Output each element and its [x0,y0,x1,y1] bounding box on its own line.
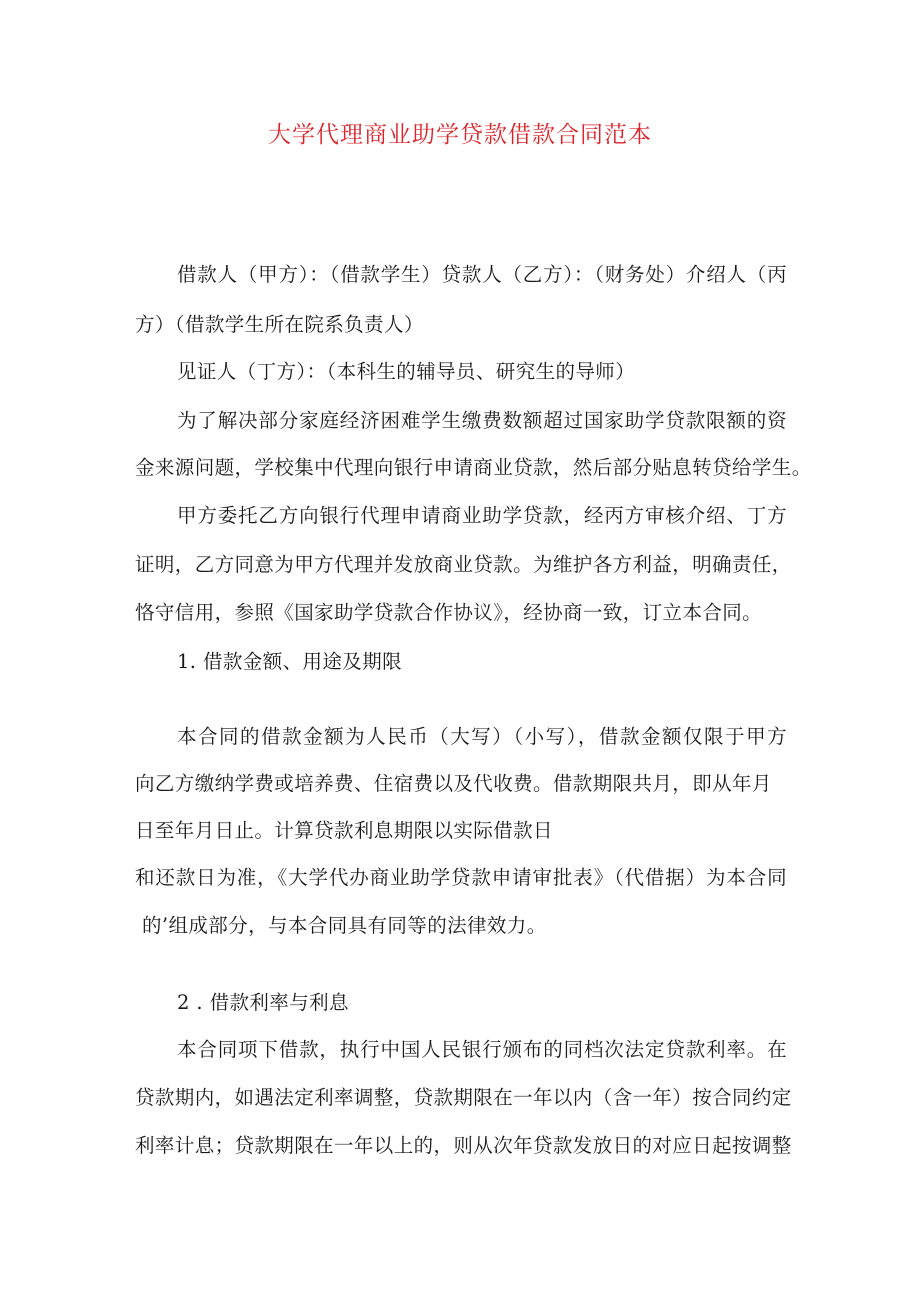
paragraph-witness: 见证人（丁方）：（本科生的辅导员、研究生的导师） [177,360,636,383]
paragraph-parties-line-2: 方）（借款学生所在院系负责人） [135,313,424,336]
paragraph-amount-line-1: 本合同的借款金额为人民币（大写）（小写），借款金额仅限于甲方 [177,725,787,748]
paragraph-rate-line-1: 本合同项下借款，执行中国人民银行颁布的同档次法定贷款利率。在 [177,1038,787,1061]
paragraph-purpose-line-1: 为了解决部分家庭经济困难学生缴费数额超过国家助学贷款限额的资 [177,409,787,432]
paragraph-entrust-line-1: 甲方委托乙方向银行代理申请商业助学贷款，经丙方审核介绍、丁方 [177,504,787,527]
paragraph-purpose-line-2: 金来源问题，学校集中代理向银行申请商业贷款，然后部分贴息转贷给学生。 [135,456,812,479]
paragraph-entrust-line-3: 恪守信用，参照《国家助学贷款合作协议》，经协商一致，订立本合同。 [135,601,763,624]
paragraph-parties-line-1: 借款人（甲方）：（借款学生）贷款人（乙方）：（财务处）介绍人（丙 [177,263,787,286]
paragraph-amount-line-5: 的’组成部分，与本合同具有同等的法律效力。 [142,914,547,937]
paragraph-amount-line-3: 日至年月日止。计算贷款利息期限以实际借款日 [135,819,553,842]
paragraph-rate-line-2: 贷款期内，如遇法定利率调整，贷款期限在一年以内（含一年）按合同约定 [135,1086,792,1109]
paragraph-rate-line-3: 利率计息；贷款期限在一年以上的，则从次年贷款发放日的对应日起按调整 [135,1134,792,1157]
paragraph-amount-line-4: 和还款日为准，《大学代办商业助学贷款申请审批表》（代借据）为本合同 [135,866,787,889]
section-heading-1: 1. 借款金额、用途及期限 [177,650,403,673]
paragraph-amount-line-2: 向乙方缴纳学费或培养费、住宿费以及代收费。借款期限共月，即从年月 [135,772,772,795]
document-title: 大学代理商业助学贷款借款合同范本 [268,122,652,148]
section-heading-2: 2 . 借款利率与利息 [177,991,349,1014]
paragraph-entrust-line-2: 证明，乙方同意为甲方代理并发放商业贷款。为维护各方利益，明确责任， [135,553,792,576]
